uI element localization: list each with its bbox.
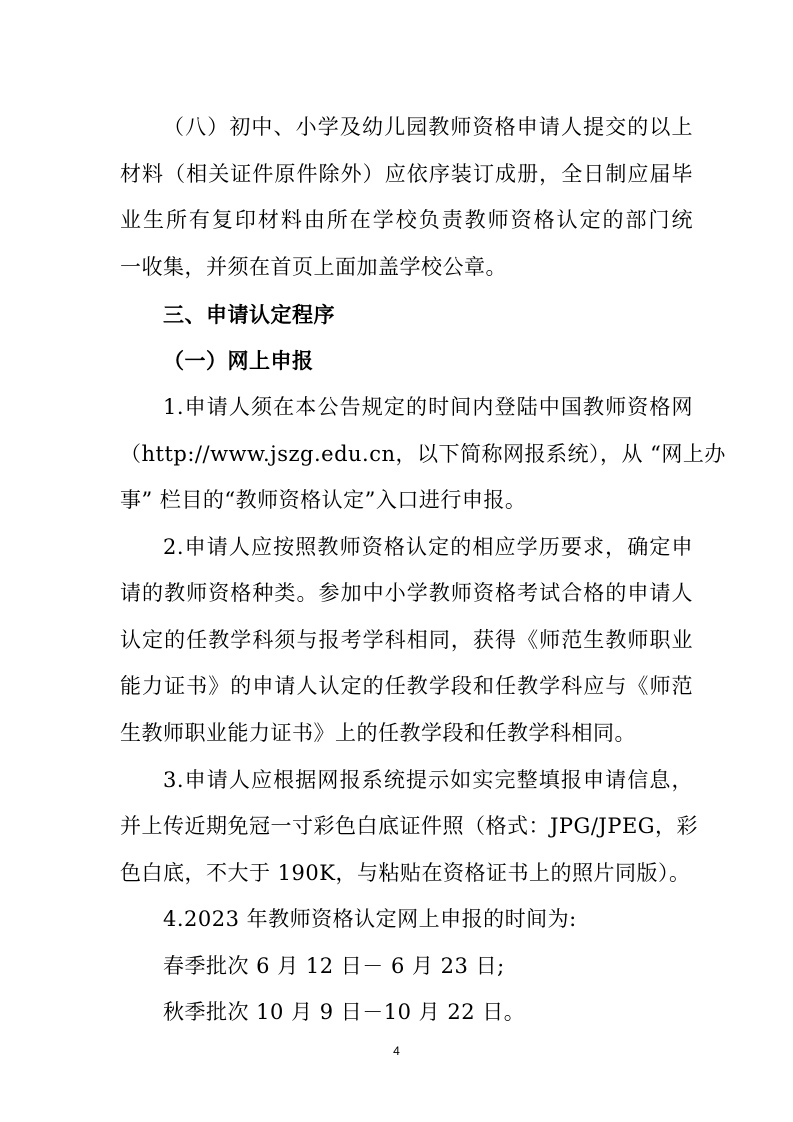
item-1-line-3: 事” 栏目的“教师资格认定”入口进行申报。 [120,488,527,512]
item-3-line-3: 色白底，不大于 190K，与粘贴在资格证书上的照片同版）。 [120,861,691,885]
paragraph-8-line-4: 一收集，并须在首页上面加盖学校公章。 [120,255,507,279]
item-4-line-1: 4.2023 年教师资格认定网上申报的时间为: [163,907,577,931]
item-2-line-1: 2.申请人应按照教师资格认定的相应学历要求，确定申 [163,535,693,559]
item-4-autumn-batch: 秋季批次 10 月 9 日－10 月 22 日。 [163,1000,526,1024]
page-number: 4 [393,1044,400,1058]
subsection-1-title: （一）网上申报 [163,349,314,373]
paragraph-8-line-1: （八）初中、小学及幼儿园教师资格申请人提交的以上 [163,115,693,139]
item-1-line-2: （http://www.jszg.edu.cn，以下简称网报系统），从 “网上办 [120,442,726,466]
item-4-spring-batch: 春季批次 6 月 12 日－ 6 月 23 日; [163,954,505,978]
item-2-line-2: 请的教师资格种类。参加中小学教师资格考试合格的申请人 [120,581,693,605]
item-2-line-4: 能力证书》的申请人认定的任教学段和任教学科应与《师范 [120,674,693,698]
item-2-line-5: 生教师职业能力证书》上的任教学段和任教学科相同。 [120,721,636,745]
item-3-line-2: 并上传近期免冠一寸彩色白底证件照（格式：JPG/JPEG，彩 [120,814,699,838]
paragraph-8-line-3: 业生所有复印材料由所在学校负责教师资格认定的部门统 [120,208,693,232]
section-3-title: 三、申请认定程序 [163,303,335,327]
paragraph-8-line-2: 材料（相关证件原件除外）应依序装订成册，全日制应届毕 [120,162,693,186]
item-3-line-1: 3.申请人应根据网报系统提示如实完整填报申请信息， [163,768,693,792]
item-2-line-3: 认定的任教学科须与报考学科相同，获得《师范生教师职业 [120,628,693,652]
item-1-line-1: 1.申请人须在本公告规定的时间内登陆中国教师资格网 [163,395,693,419]
